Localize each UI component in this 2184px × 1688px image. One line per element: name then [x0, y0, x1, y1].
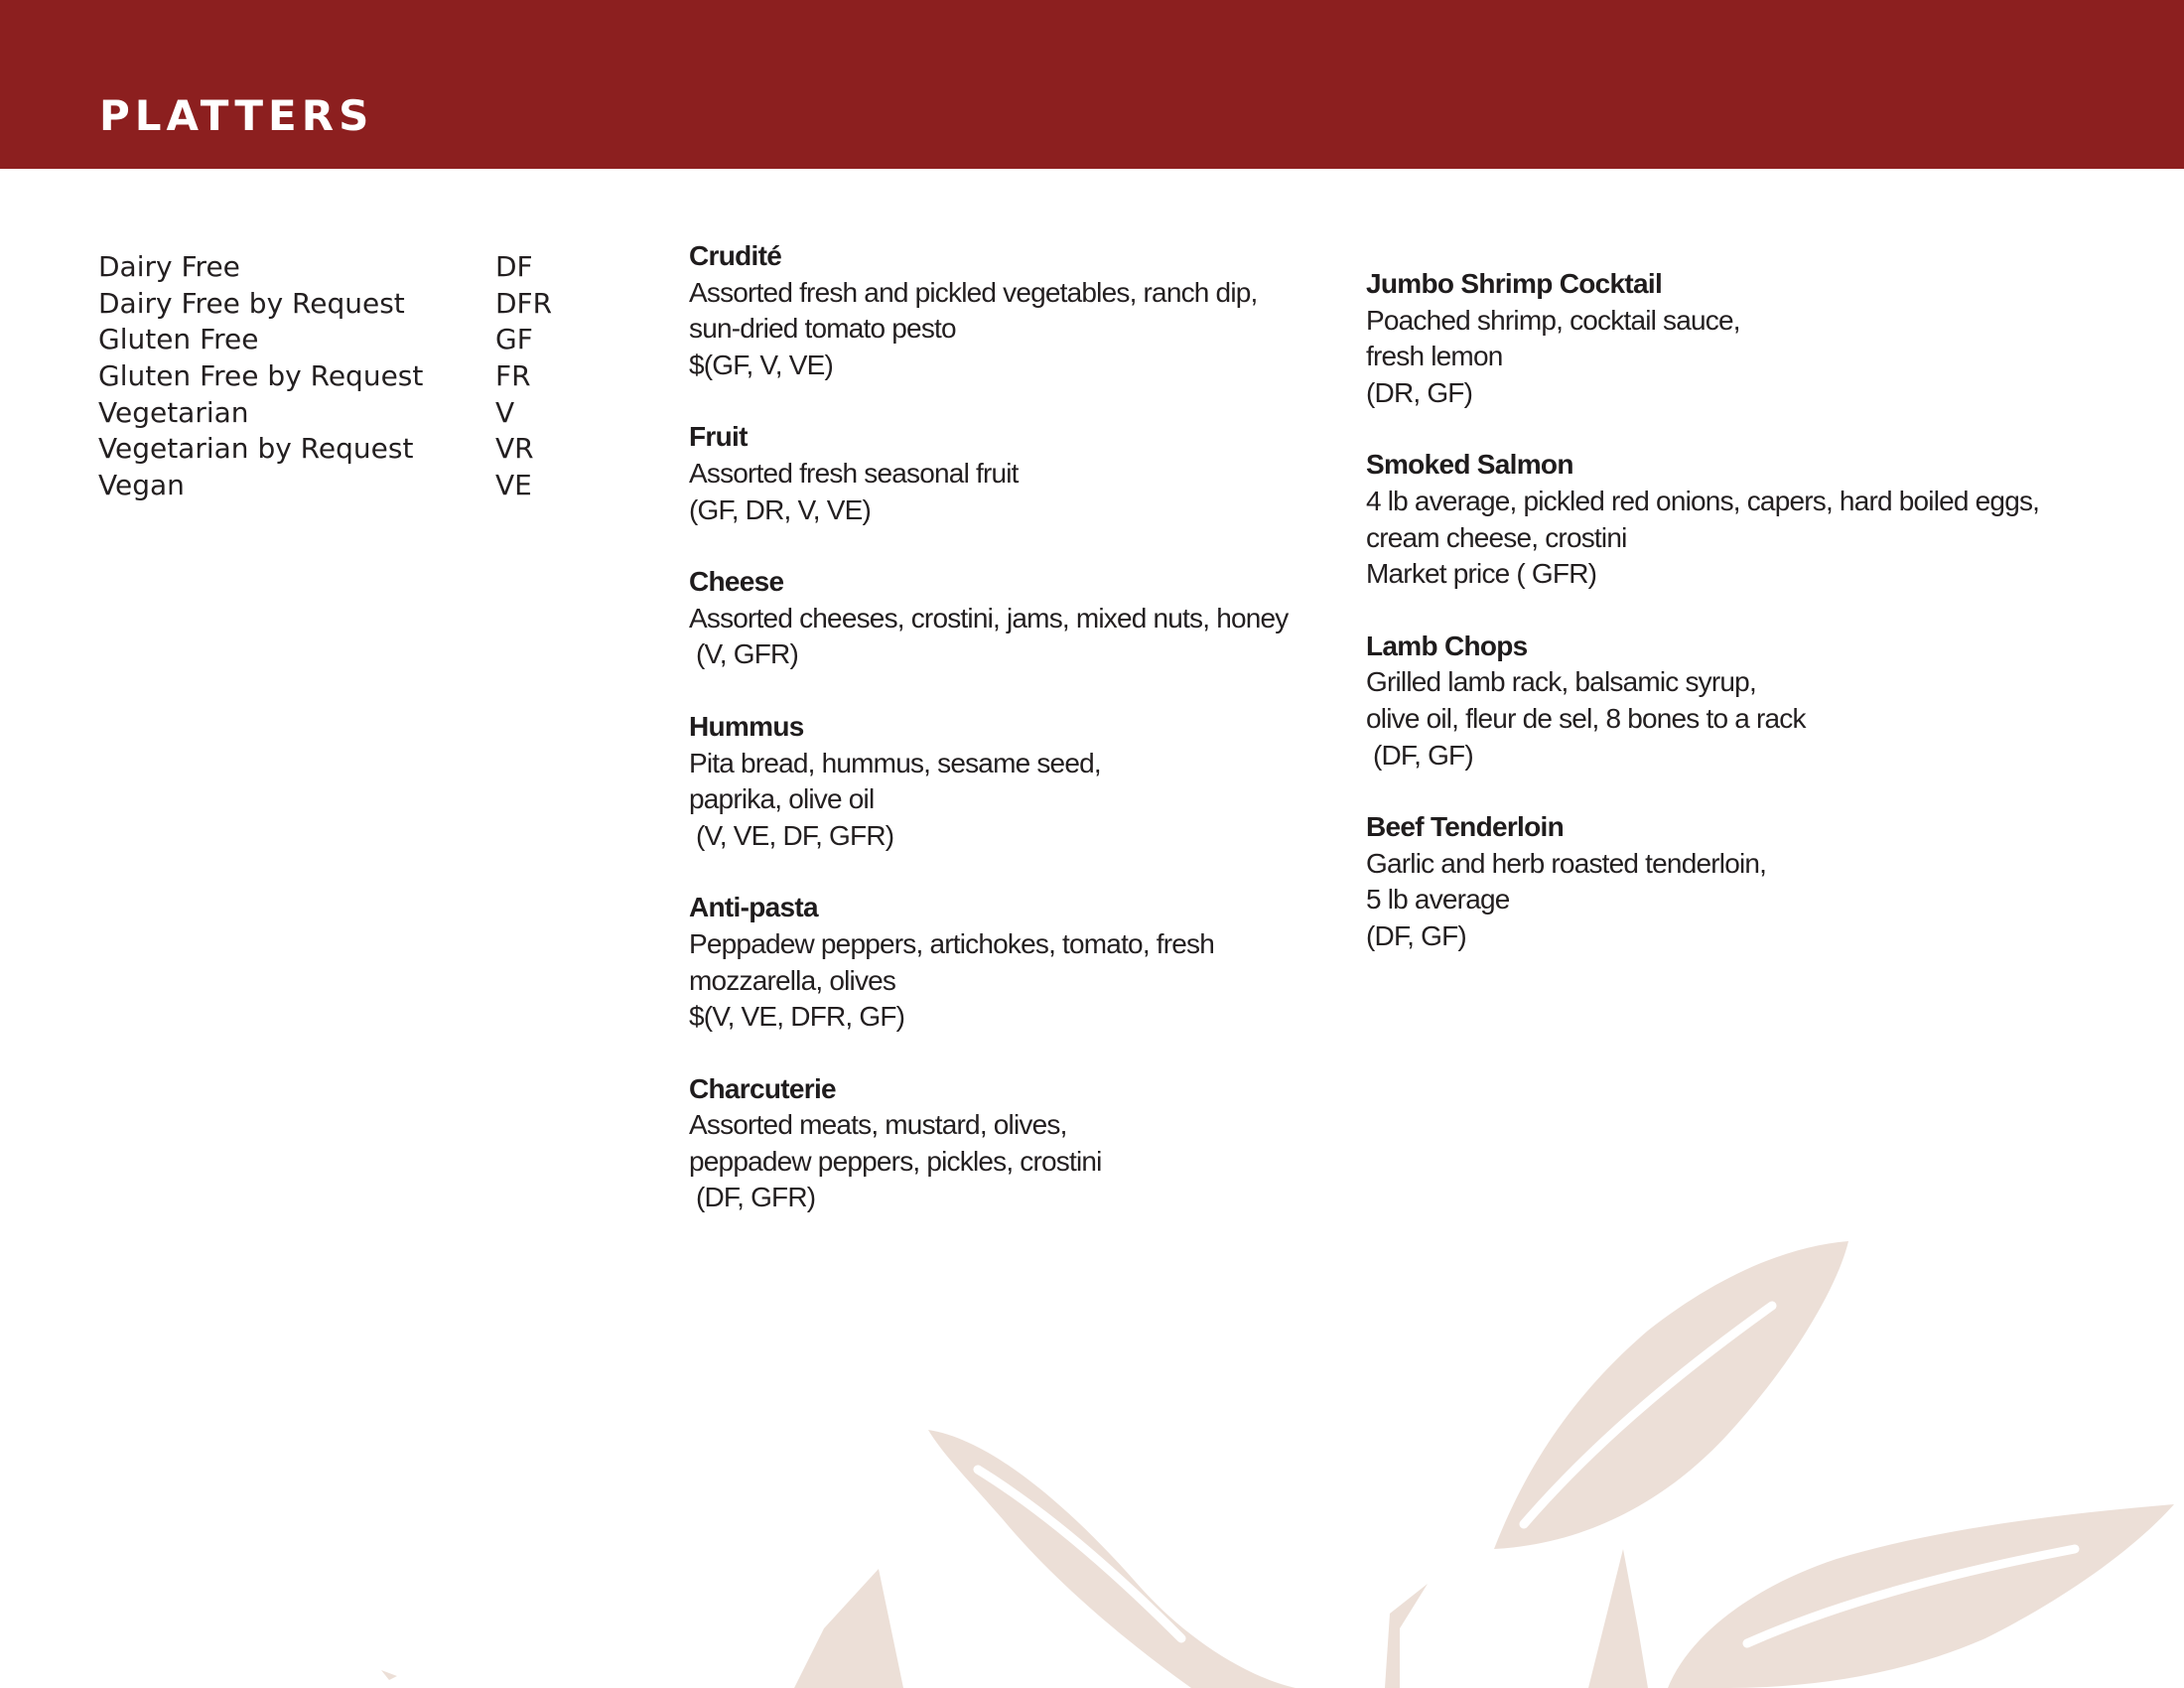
menu-item-description: (V, VE, DF, GFR) — [689, 819, 894, 851]
menu-item-description: Poached shrimp, cocktail sauce, — [1366, 304, 1740, 336]
menu-item-description: Garlic and herb roasted tenderloin, — [1366, 847, 1767, 879]
menu-item-name: Lamb Chops — [1366, 630, 1528, 661]
menu-item — [689, 419, 1324, 528]
menu-item-description: (DF, GF) — [1366, 739, 1473, 771]
menu-item-description: (DF, GFR) — [689, 1182, 816, 1213]
menu-item-description: Assorted fresh seasonal fruit — [689, 457, 1019, 489]
legend-label: Gluten Free by Request — [98, 359, 424, 393]
menu-item-description: paprika, olive oil — [689, 783, 875, 815]
menu-item — [689, 1071, 1324, 1216]
legend-row — [98, 249, 614, 286]
menu-item — [1366, 447, 2081, 592]
menu-item-name: Cheese — [689, 566, 784, 598]
menu-item-description: Pita bread, hummus, sesame seed, — [689, 747, 1101, 778]
menu-item-description: cream cheese, crostini — [1366, 521, 1627, 553]
menu-column-2 — [1366, 266, 2081, 991]
menu-item-description: Peppadew peppers, artichokes, tomato, fresh — [689, 927, 1215, 959]
legend-code: DF — [495, 250, 533, 283]
menu-item-description: Market price ( GFR) — [1366, 558, 1597, 590]
legend-label: Dairy Free — [98, 250, 240, 283]
menu-item — [1366, 809, 2081, 954]
menu-item-description: (GF, DR, V, VE) — [689, 493, 872, 525]
menu-item-description: 4 lb average, pickled red onions, capers, hard boiled eggs, — [1366, 485, 2040, 516]
menu-item-name: Charcuterie — [689, 1072, 836, 1104]
menu-item-name: Crudité — [689, 240, 782, 271]
menu-item-description: sun-dried tomato pesto — [689, 313, 956, 345]
menu-item-description: peppadew peppers, pickles, crostini — [689, 1145, 1102, 1177]
page-title: PLATTERS — [99, 91, 374, 140]
legend-code: V — [495, 395, 515, 429]
legend-label: Gluten Free — [98, 323, 259, 356]
menu-item-name: Smoked Salmon — [1366, 449, 1573, 481]
legend-label: Dairy Free by Request — [98, 286, 405, 320]
menu-item-description: Grilled lamb rack, balsamic syrup, — [1366, 666, 1756, 698]
legend-code: VE — [495, 469, 532, 502]
menu-item-name: Anti-pasta — [689, 892, 818, 923]
menu-item — [1366, 266, 2081, 411]
legend-row — [98, 358, 614, 395]
menu-item-description: mozzarella, olives — [689, 964, 896, 996]
legend-code: DFR — [495, 286, 553, 320]
legend-code: GF — [495, 323, 533, 356]
menu-item-description: fresh lemon — [1366, 341, 1503, 372]
legend-row — [98, 322, 614, 358]
legend-label: Vegan — [98, 469, 185, 502]
menu-item-name: Hummus — [689, 710, 804, 742]
menu-column-1 — [689, 238, 1324, 1252]
menu-item — [689, 238, 1324, 383]
legend-code: FR — [495, 359, 531, 393]
menu-item-description: (DR, GF) — [1366, 376, 1473, 408]
legend-label: Vegetarian — [98, 395, 249, 429]
legend-code: VR — [495, 432, 534, 466]
menu-item-description: (DF, GF) — [1366, 919, 1466, 951]
legend-row — [98, 431, 614, 468]
dietary-legend — [98, 249, 614, 504]
menu-item — [689, 564, 1324, 673]
menu-item-description: olive oil, fleur de sel, 8 bones to a rack — [1366, 702, 1806, 734]
menu-item-name: Beef Tenderloin — [1366, 811, 1565, 843]
legend-row — [98, 468, 614, 504]
menu-item — [1366, 629, 2081, 774]
legend-row — [98, 286, 614, 323]
legend-label: Vegetarian by Request — [98, 432, 414, 466]
menu-item-description: $(V, VE, DFR, GF) — [689, 1001, 905, 1033]
menu-item-description: Assorted cheeses, crostini, jams, mixed nuts, honey — [689, 602, 1289, 633]
page-header — [0, 0, 2184, 169]
menu-item — [689, 890, 1324, 1035]
menu-item-description: 5 lb average — [1366, 884, 1510, 915]
menu-item — [689, 709, 1324, 854]
menu-item-description: $(GF, V, VE) — [689, 349, 833, 380]
menu-item-name: Jumbo Shrimp Cocktail — [1366, 268, 1663, 299]
legend-row — [98, 395, 614, 432]
menu-item-description: (V, GFR) — [689, 638, 798, 670]
menu-item-description: Assorted fresh and pickled vegetables, ranch dip, — [689, 276, 1258, 308]
menu-item-description: Assorted meats, mustard, olives, — [689, 1109, 1067, 1141]
menu-item-name: Fruit — [689, 421, 748, 453]
